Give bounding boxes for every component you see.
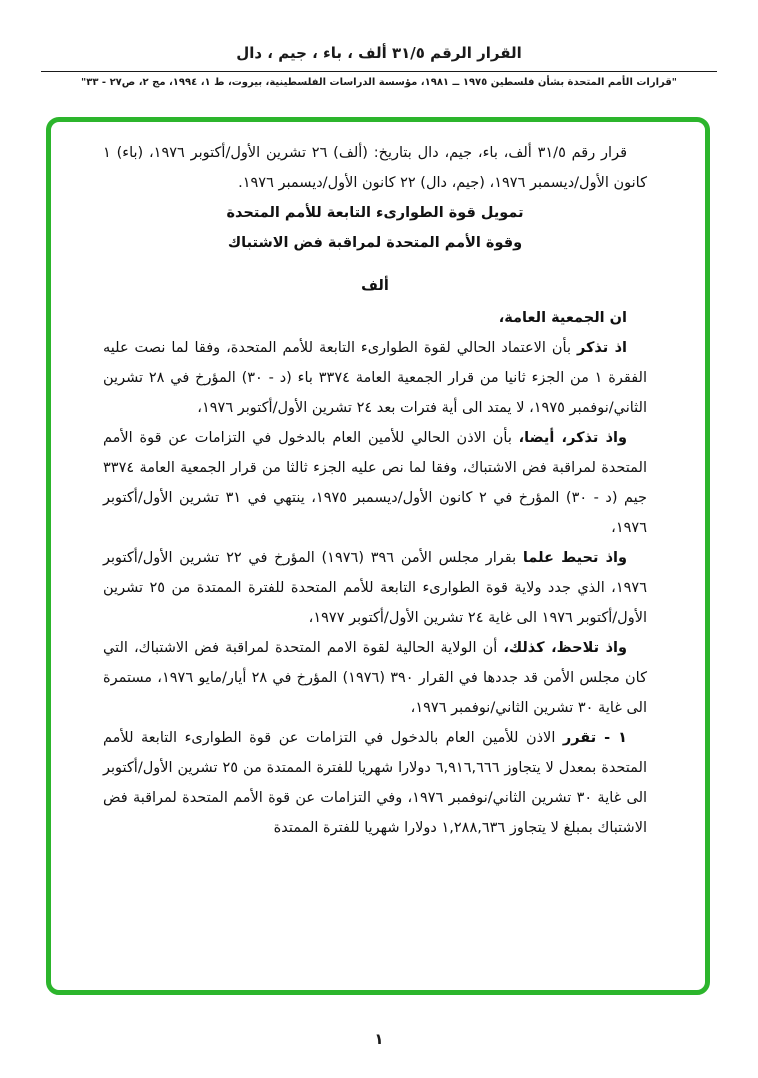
paragraph-text: أن الولاية الحالية لقوة الامم المتحدة لمراقبة فض الاشتباك، التي كان مجلس الأمن قد جددها في القرار ٣٩٠ (١٩٧٦) المؤرخ في ٢٨ أيار/مايو ١٩٧٦، مستمرة الى غاية ٣٠ تشرين الثاني/نوفمبر ١٩٧٦، — [103, 640, 647, 716]
resolution-intro-text: قرار رقم ٣١/٥ ألف، باء، جيم، دال بتاريخ: (ألف) ٢٦ تشرين الأول/أكتوبر ١٩٧٦، (باء) ١ كانون الأول/ديسمبر ١٩٧٦، (جيم، دال) ٢٢ كانون الأول/ديسمبر ١٩٧٦. — [103, 145, 647, 191]
paragraph-lead: ١ - تقرر — [562, 730, 627, 746]
header-divider — [41, 71, 717, 72]
paragraph-recalling-2 — [103, 423, 647, 543]
paragraph-decides-1 — [103, 723, 647, 843]
paragraph-recalling-1 — [103, 333, 647, 423]
paragraph-lead: واذ تحيط علما — [522, 550, 628, 566]
document-header — [0, 44, 758, 88]
paragraph-text: بقرار مجلس الأمن ٣٩٦ (١٩٧٦) المؤرخ في ٢٢ تشرين الأول/أكتوبر ١٩٧٦، الذي جدد ولاية قوة الطوارىء التابعة للأمم المتحدة للفترة الممتدة من ٢٥ تشرين الأول/أكتوبر ١٩٧٦ الى غاية ٢٤ تشرين الأول/أكتوبر ١٩٧٧، — [103, 550, 648, 626]
document-title-line-1: تمويل قوة الطوارىء التابعة للأمم المتحدة — [226, 205, 524, 221]
preamble-opening: ان الجمعية العامة، — [498, 310, 627, 326]
content-frame — [46, 117, 710, 995]
document-body — [51, 122, 705, 843]
document-title-line-2: وقوة الأمم المتحدة لمراقبة فض الاشتباك — [227, 235, 523, 251]
section-letter: ألف — [361, 278, 389, 294]
header-title: القرار الرقم ٣١/٥ ألف ، باء ، جيم ، دال — [236, 44, 522, 62]
paragraph-lead: واذ تذكر، أيضا، — [518, 430, 627, 446]
page-number: ١ — [374, 1030, 384, 1048]
resolution-intro-paragraph — [103, 138, 647, 198]
paragraph-text: بأن الاعتماد الحالي لقوة الطوارىء التابعة للأمم المتحدة، وفقا لما نصت عليه الفقرة ١ من الجزء ثانيا من قرار الجمعية العامة ٣٣٧٤ باء (د - ٣٠) المؤرخ في ٢٨ تشرين الثاني/نوفمبر ١٩٧٥، لا يمتد الى أية فترات بعد ٢٤ تشرين الأول/أكتوبر ١٩٧٦، — [103, 340, 648, 416]
paragraph-text: الاذن للأمين العام بالدخول في التزامات عن قوة الطوارىء التابعة للأمم المتحدة بمعدل لا يتجاوز ٦,٩١٦,٦٦٦ دولارا شهريا للفترة الممتدة من ٢٥ تشرين الأول/أكتوبر الى غاية ٣٠ تشرين الثاني/نوفمبر ١٩٧٦، وفي التزامات عن قوة الأمم المتحدة لمراقبة فض الاشتباك بمبلغ لا يتجاوز ١,٢٨٨,٦٣٦ دولارا شهريا للفترة الممتدة — [103, 730, 648, 836]
paragraph-noting — [103, 633, 647, 723]
paragraph-text: بأن الاذن الحالي للأمين العام بالدخول في التزامات عن قوة الأمم المتحدة لمراقبة فض الاشتباك، وفقا لما نص عليه الجزء ثالثا من قرار الجمعية العامة ٣٣٧٤ جيم (د - ٣٠) المؤرخ في ٢ كانون الأول/ديسمبر ١٩٧٥، ينتهي في ٣١ تشرين الأول/أكتوبر ١٩٧٦، — [103, 430, 647, 536]
paragraph-lead: اذ تذكر — [576, 340, 628, 356]
header-source-citation: "قرارات الأمم المتحدة بشأن فلسطين ١٩٧٥ ــ ١٩٨١، مؤسسة الدراسات الفلسطينية، بيروت، ط ١، ١٩٩٤، مج ٢، ص٢٧ - ٣٣" — [81, 77, 677, 88]
paragraph-taking-note — [103, 543, 647, 633]
paragraph-lead: واذ تلاحظ، كذلك، — [503, 640, 627, 656]
